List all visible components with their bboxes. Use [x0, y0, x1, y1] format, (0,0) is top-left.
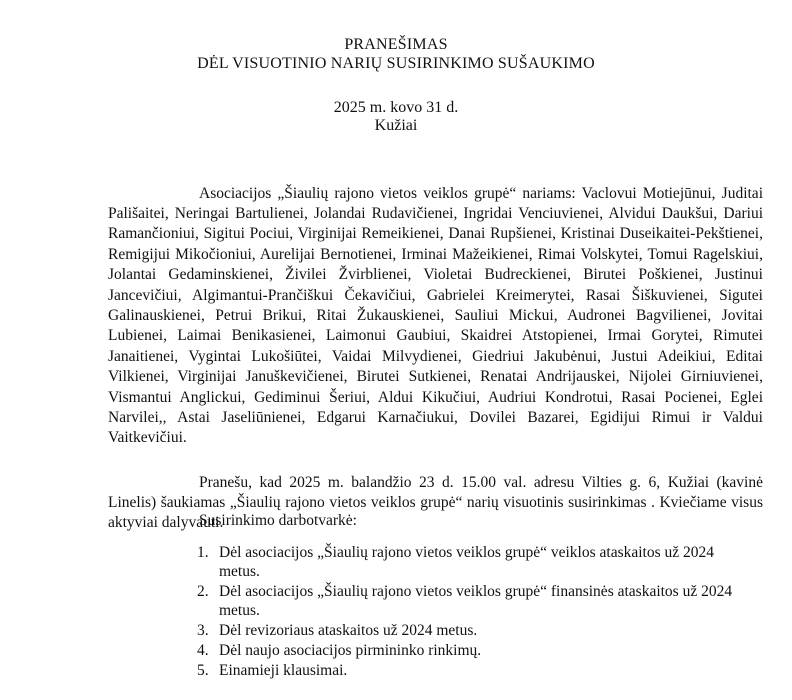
agenda-list	[197, 543, 737, 681]
members-paragraph: Asociacijos „Šiaulių rajono vietos veiklos grupė“ nariams: Vaclovui Motiejūnui, Juditai Pališaitei, Neringai Bartulienei, Jolandai Rudavičienei, Ingridai Venciuvienei, Alvidui Daukšui, Dariui Ramančioniui, Sigitui Pociui, Virginijai Remeikienei, Danai Rupšienei, Kristinai Duseikaitei-Pekštienei, Remigijui Mikočioniui, Aurelijai Bernotienei, Irminai Mažeikienei, Rimai Volskytei, Tomui Ragelskiui, Jolantai Gedaminskienei, Živilei Žvirblienei, Violetai Budreckienei, Birutei Poškienei, Justinui Jancevičiui, Algimantui-Prančiškui Čekavičiui, Gabrielei Kreimerytei, Rasai Šiškuvienei, Sigutei Galinauskienei, Petrui Brikui, Ritai Žukauskienei, Sauliui Mickui, Audronei Bagvilienei, Jovitai Lubienei, Laimai Benikasienei, Laimonui Gaubiui, Skaidrei Atstopienei, Irmai Gorytei, Rimutei Janaitienei, Vygintai Lukošiūtei, Vaidai Milvydienei, Giedriui Jakubėnui, Justui Adeikiui, Editai Vilkienei, Virginijai Januškevičienei, Birutei Sutkienei, Renatai Andrijauskei, Nijolei Girniuvienei, Vismantui Anglickui, Gediminui Šeriui, Aldui Kikučiui, Audriui Kondrotui, Rasai Pocienei, Eglei Narvilei,, Astai Jaseliūnienei, Edgarui Karnačiukui, Dovilei Bazarei, Egidijui Rimui ir Valdui Vaitkevičiui.	[108, 184, 763, 447]
agenda-item-number: 5.	[197, 662, 209, 679]
agenda-item	[197, 582, 737, 620]
agenda-item	[197, 543, 737, 581]
agenda-item-number: 2.	[197, 583, 209, 600]
agenda-title: Susirinkimo darbotvarkė:	[199, 512, 357, 529]
agenda-item-text: Dėl asociacijos „Šiaulių rajono vietos veiklos grupė“ finansinės ataskaitos už 2024 metus.	[219, 583, 733, 619]
agenda-item-text: Dėl revizoriaus ataskaitos už 2024 metus.	[219, 622, 478, 639]
document-title: PRANEŠIMAS	[344, 36, 448, 53]
agenda-item	[197, 661, 737, 680]
document-date: 2025 m. kovo 31 d.	[333, 99, 459, 116]
document-subtitle: DĖL VISUOTINIO NARIŲ SUSIRINKIMO SUŠAUKIMO	[197, 55, 595, 72]
document-place: Kužiai	[374, 117, 418, 134]
announcement-paragraph: Pranešu, kad 2025 m. balandžio 23 d. 15.00 val. adresu Vilties g. 6, Kužiai (kavinė Linelis) šaukiamas „Šiaulių rajono vietos veiklos grupė“ narių visuotinis susirinkimas . Kviečiame visus aktyviai dalyvauti.	[108, 473, 763, 532]
agenda-item	[197, 621, 737, 640]
agenda-item-number: 1.	[197, 544, 209, 561]
agenda-item-number: 4.	[197, 642, 209, 659]
agenda-item-text: Dėl naujo asociacijos pirmininko rinkimų.	[219, 642, 482, 659]
agenda-item	[197, 641, 737, 660]
agenda-item-number: 3.	[197, 622, 209, 639]
agenda-item-text: Dėl asociacijos „Šiaulių rajono vietos veiklos grupė“ veiklos ataskaitos už 2024 metus.	[219, 544, 715, 580]
agenda-item-text: Einamieji klausimai.	[219, 662, 348, 679]
